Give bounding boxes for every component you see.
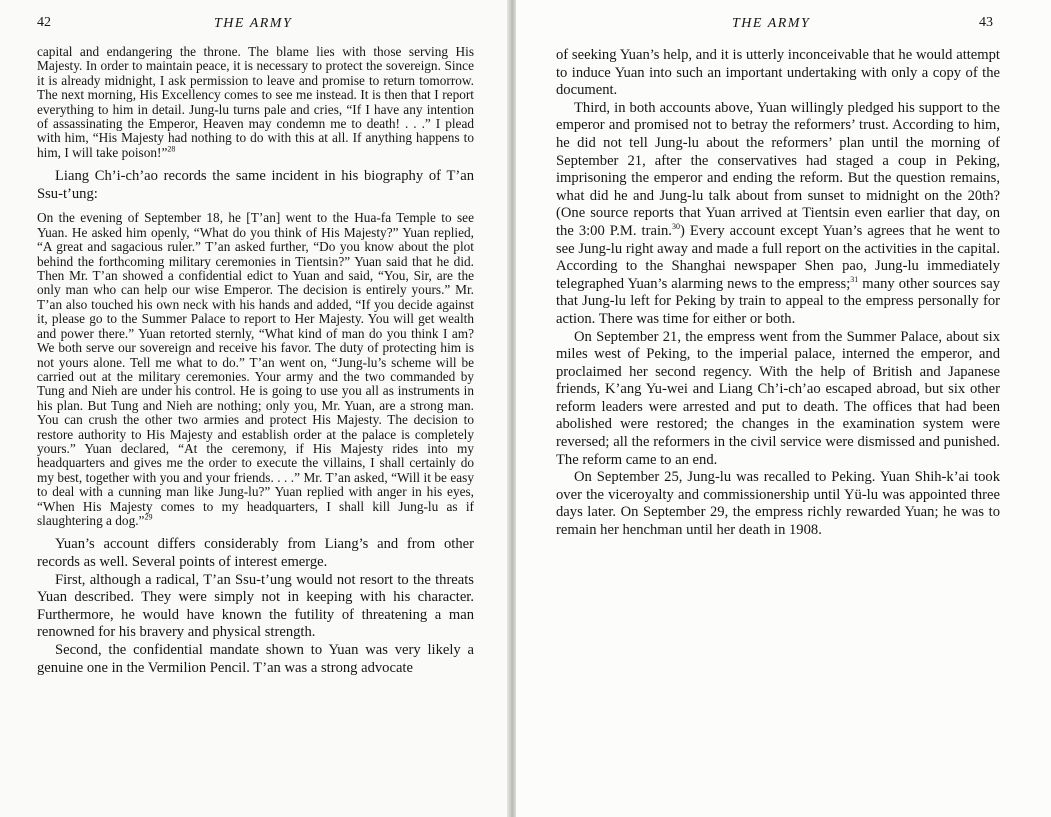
block-quote-continued: capital and endangering the throne. The blame lies with those serving His Majesty. In order to maintain peace, it is necessary to protect the sovereign. Since it is already midnight, I ask permission to leave and promise to return tomorrow. The next morning, His Excellency comes to see me instead. It is then that I report everything to him in detail. Jung-lu turns pale and cries, “If I have any intention of assassinating the Emperor, Heaven may condemn me to death! . . .” I plead with him, “His Majesty had nothing to do with this at all. If anything happens to him, I will take poison!”$^{28}$ [37, 44, 474, 160]
paragraph: On September 25, Jung-lu was recalled to Peking. Yuan Shih-k’ai took over the viceroyalty and commissionership until Yü-lu was appointed three days later. On September 29, the empress richly rewarded Yuan; he was to remain her henchman until her death in 1908. [556, 469, 1000, 539]
page-number: 42 [37, 15, 51, 30]
paragraph-intro: Liang Ch’i-ch’ao records the same incident in his biography of T’an Ssu-t’ung: [37, 168, 474, 202]
paragraph: On September 21, the empress went from the Summer Palace, about six miles west of Peking, to the imperial palace, interned the emperor, and proclaimed her second regency. With the help of British and Japanese friends, K’ang Yu-wei and Liang Ch’i-ch’ao escaped abroad, but six other reform leaders were arrested and put to death. The offices that had been abolished were restored; the changes in the examination system were reversed; all the reformers in the civil service were dismissed and punished. The reform came to an end. [556, 328, 1000, 468]
book-gutter [507, 0, 516, 817]
paragraph: Yuan’s account differs considerably from Liang’s and from other records as well. Several points of interest emerge. [37, 536, 474, 570]
paragraph: Second, the confidential mandate shown to Yuan was very likely a genuine one in the Vermilion Pencil. T’an was a strong advocate [37, 641, 474, 676]
footnote-marker: 29 [144, 512, 153, 522]
running-head: THE ARMY [214, 16, 293, 31]
running-head: THE ARMY [732, 16, 811, 31]
left-text-column [37, 45, 474, 677]
block-quote: On the evening of September 18, he [T’an] went to the Hua-fa Temple to see Yuan. He asked him openly, “What do you think of His Majesty?” Yuan replied, “A great and sagacious ruler.” T’an asked further, “Do you know about the plot behind the forthcoming military ceremonies in Tientsin?” Yuan said that he did. Then Mr. T’an showed a confidential edict to Yuan and said, “You, Sir, are the only man who can help our wise Emperor. The decision is entirely yours.” Mr. T’an also touched his own neck with his hands and added, “If you decide against it, please go to the Summer Palace to report to Her Majesty. You will get wealth and power there.” Yuan retorted sternly, “What kind of man do you think I am? We both serve our sovereign and receive his favor. The duty of protecting him is not yours alone. Tell me what to do.” T’an went on, “Jung-lu’s scheme will be carried out at the military ceremonies. Your army and the two commanded by Tung and Nieh are under his control. He is going to use you all as instruments in his plan. But Tung and Nieh are nothing; only you, Mr. Yuan, are a strong man. You can crush the other two armies and protect His Majesty. The decision to restore authority to His Majesty and establish order at the palace is completely yours.” Yuan declared, “At the ceremony, if His Majesty rides into my headquarters and gives me the order to execute the villains, I shall certainly do my best, together with you and your friends. . . .” Mr. T’an asked, “Will it be easy to deal with a cunning man like Jung-lu?” Yuan replied with anger in his eyes, “When His Majesty comes to my headquarters, I shall kill Jung-lu as if slaughtering a dog.”$^{29}$ [37, 210, 474, 528]
paragraph-third: Third, in both accounts above, Yuan willingly pledged his support to the emperor and promised not to betray the reformers’ trust. According to him, he did not tell Jung-lu about the reformers’ plan until the morning of September 21, after the conservatives had staged a coup in Peking, imprisoning the emperor and ending the reform. But the question remains, what did he and Jung-lu talk about from sunset to midnight on the 20th? (One source reports that Yuan arrived at Tientsin even earlier that day, on the 3:00 P.M. train.$^{30}$) Every account except Yuan’s agrees that he went to see Jung-lu right away and made a full report on the activities in the capital. According to the Shanghai newspaper Shen pao, Jung-lu immediately telegraphed Yuan’s alarming news to the empress;$^{31}$ many other sources say that Jung-lu left for Peking by train to appeal to the empress personally for action. There was time for either or both. [556, 99, 1000, 327]
left-page [0, 0, 507, 817]
footnote-marker: 31 [850, 274, 859, 284]
footnote-marker: 30 [671, 222, 680, 232]
paragraph: First, although a radical, T’an Ssu-t’ung would not resort to the threats Yuan described. They were simply not in keeping with his character. Furthermore, he would have known the futility of threatening a man renowned for his bravery and physical strength. [37, 571, 474, 641]
right-page [516, 0, 1051, 817]
right-text-column [556, 47, 1000, 540]
page-number: 43 [979, 15, 993, 30]
paragraph-continued: of seeking Yuan’s help, and it is utterly inconceivable that he would attempt to induce Yuan into such an important undertaking with only a copy of the document. [556, 47, 1000, 99]
footnote-marker: 28 [167, 144, 176, 154]
